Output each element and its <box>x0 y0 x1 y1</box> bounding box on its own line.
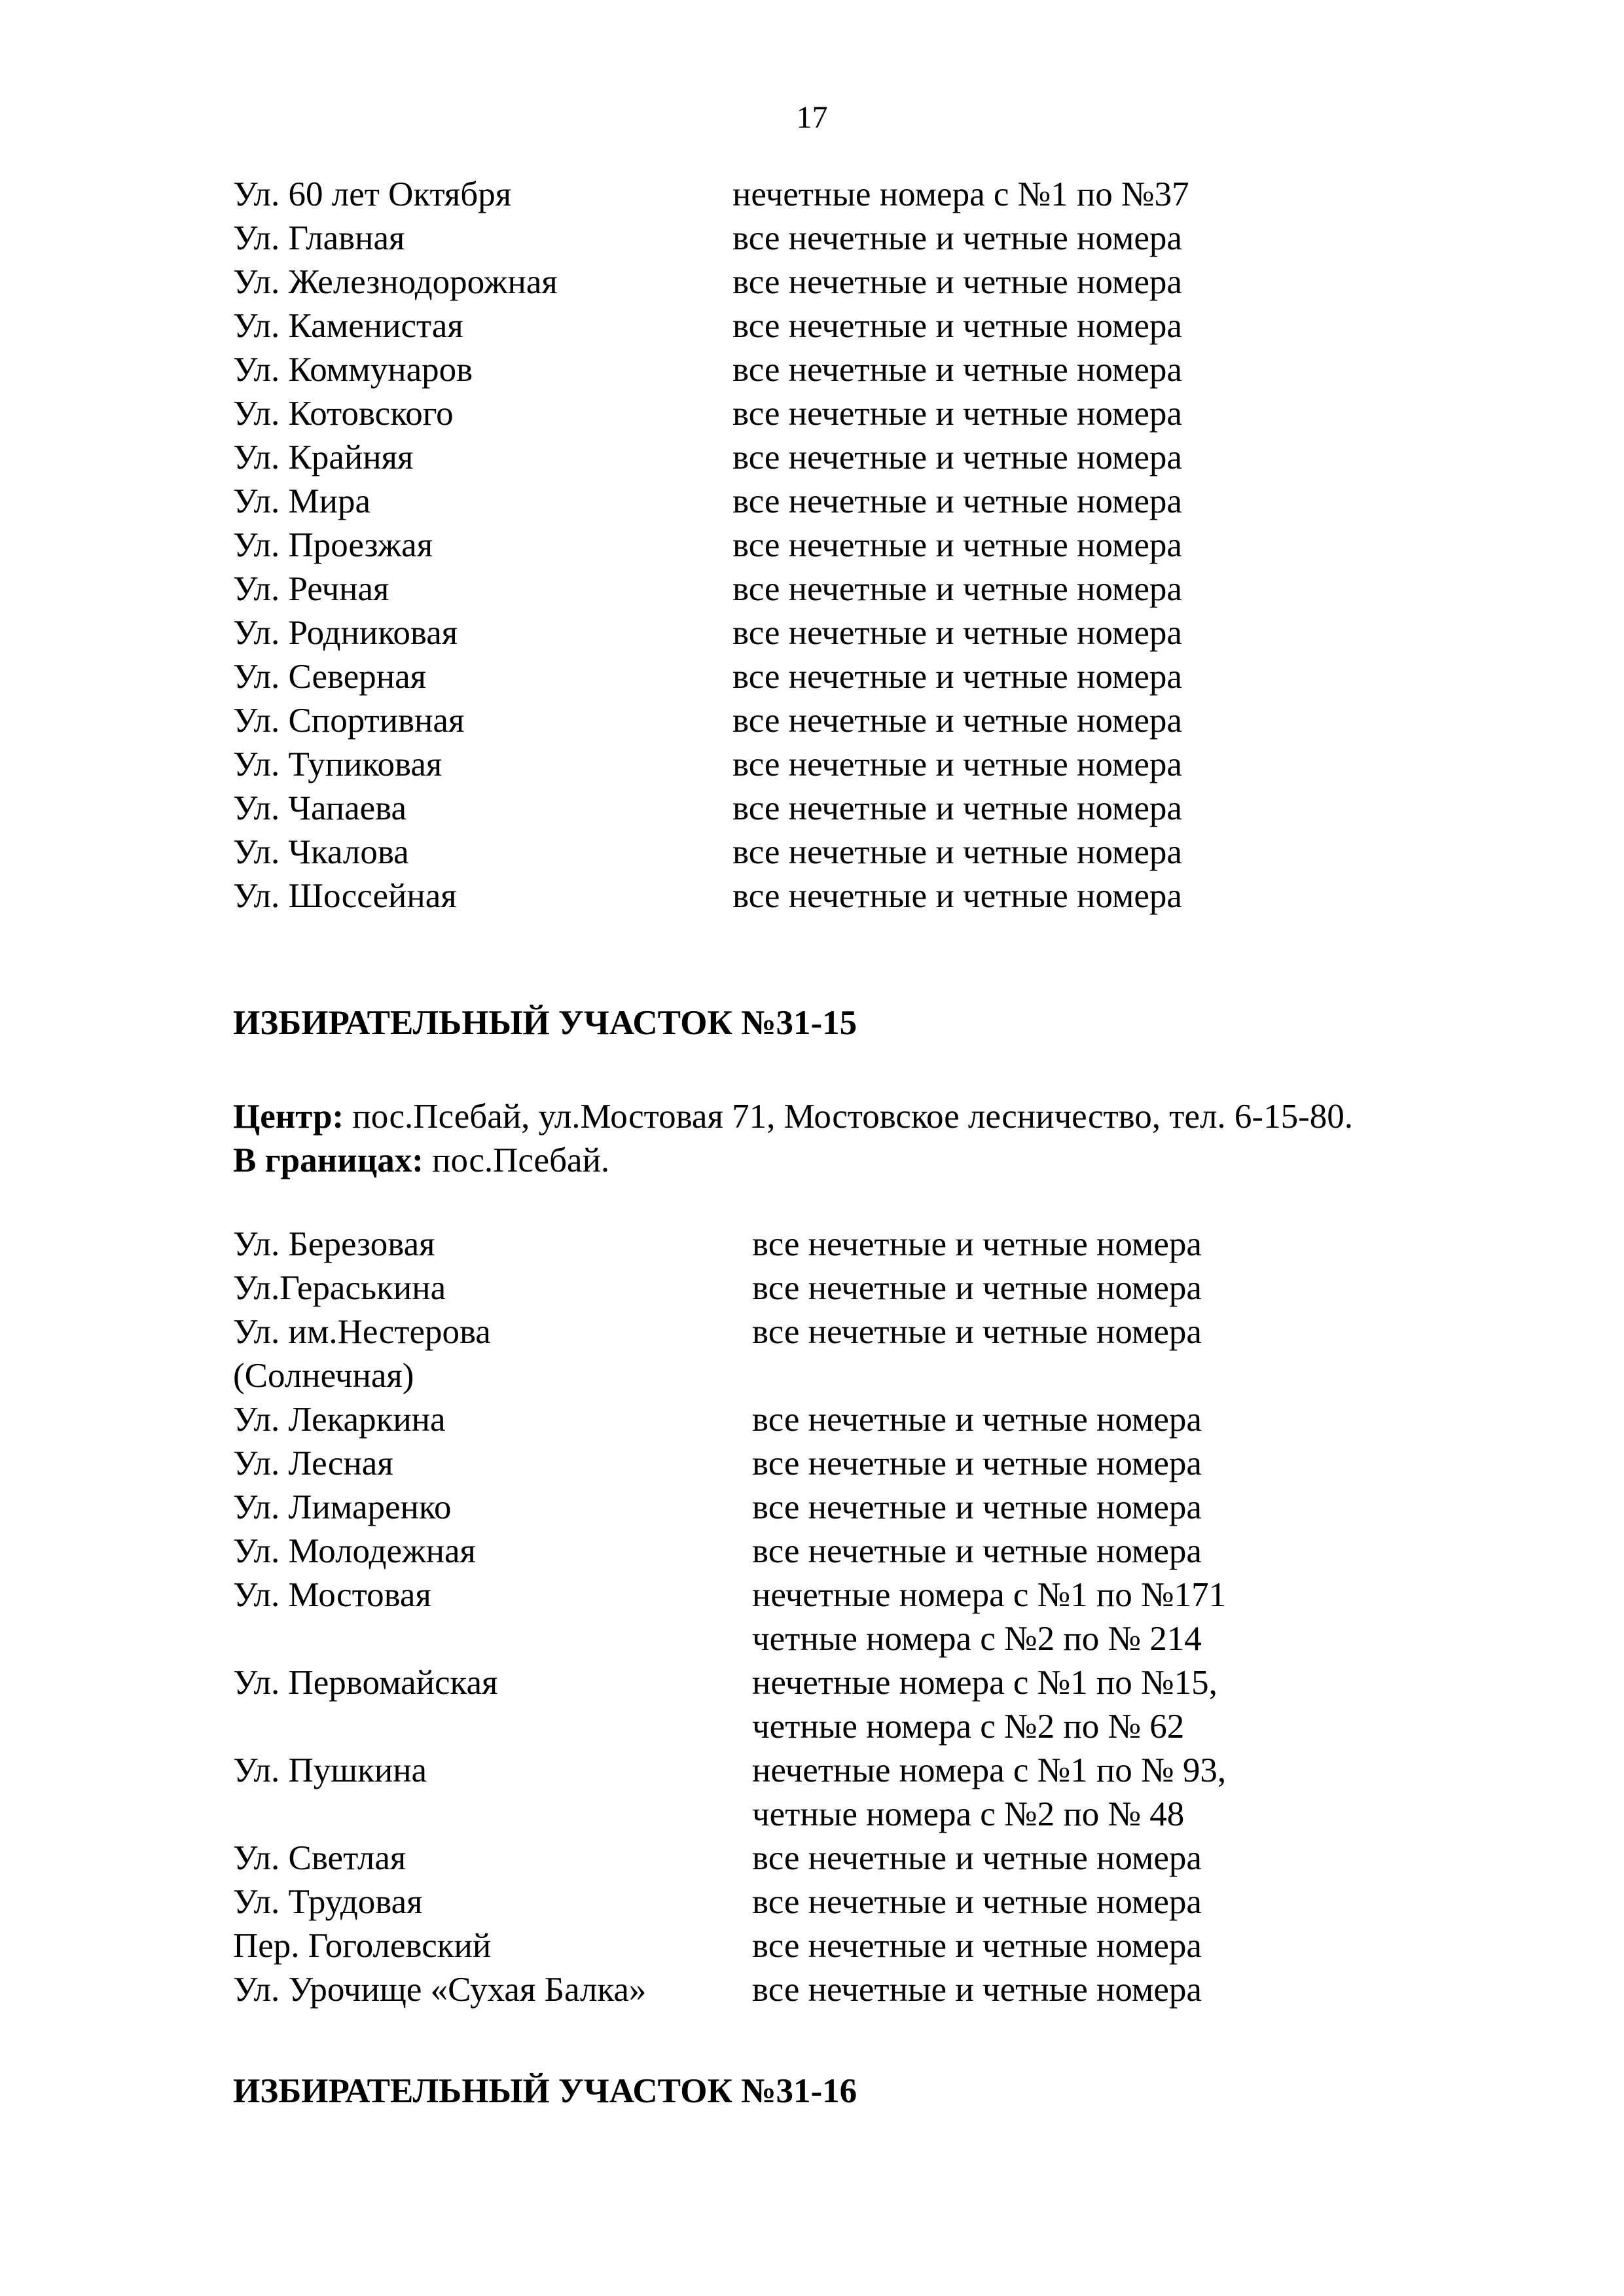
section-heading-31-16: ИЗБИРАТЕЛЬНЫЙ УЧАСТОК №31-16 <box>233 2072 857 2110</box>
section-heading-31-15: ИЗБИРАТЕЛЬНЫЙ УЧАСТОК №31-15 <box>233 1004 857 1042</box>
house-numbers: все нечетные и четные номера <box>752 1883 1202 1921</box>
street-name: Ул. Каменистая <box>233 307 463 345</box>
street-name: Ул. Котовского <box>233 395 454 433</box>
house-numbers: все нечетные и четные номера <box>752 1225 1202 1263</box>
house-numbers: все нечетные и четные номера <box>732 482 1182 520</box>
street-name: Ул. Железнодорожная <box>233 263 558 301</box>
house-numbers: все нечетные и четные номера <box>732 833 1182 871</box>
street-name: Ул. Проезжая <box>233 526 433 564</box>
house-numbers: все нечетные и четные номера <box>732 658 1182 696</box>
street-name: Ул. Родниковая <box>233 614 458 652</box>
house-numbers: все нечетные и четные номера <box>732 395 1182 433</box>
house-numbers: нечетные номера с №1 по №37 <box>732 175 1189 213</box>
bounds-line <box>233 1139 609 1183</box>
street-name: (Солнечная) <box>233 1357 414 1395</box>
street-name: Ул. Чкалова <box>233 833 409 871</box>
house-numbers: все нечетные и четные номера <box>752 1401 1202 1439</box>
street-name: Ул. Главная <box>233 219 405 257</box>
house-numbers: нечетные номера с №1 по №15, <box>752 1664 1218 1702</box>
street-name: Ул. Чапаева <box>233 789 407 827</box>
street-name: Ул. Березовая <box>233 1225 435 1263</box>
house-numbers: четные номера с №2 по № 214 <box>752 1620 1202 1658</box>
street-name: Ул. Мостовая <box>233 1576 431 1614</box>
street-name: Ул. им.Нестерова <box>233 1313 491 1351</box>
street-name: Ул. Северная <box>233 658 427 696</box>
street-name: Ул. Лесная <box>233 1444 393 1482</box>
house-numbers: все нечетные и четные номера <box>732 745 1182 783</box>
house-numbers: все нечетные и четные номера <box>752 1269 1202 1307</box>
house-numbers: все нечетные и четные номера <box>732 219 1182 257</box>
house-numbers: все нечетные и четные номера <box>732 702 1182 740</box>
center-text: пос.Псебай, ул.Мостовая 71, Мостовское лесничество, тел. 6-15-80. <box>344 1098 1353 1136</box>
house-numbers: четные номера с №2 по № 62 <box>752 1708 1185 1746</box>
polling-center-line <box>233 1095 1353 1139</box>
house-numbers: все нечетные и четные номера <box>752 1532 1202 1570</box>
street-name: Ул. Шоссейная <box>233 877 457 915</box>
center-label: Центр: <box>233 1098 344 1136</box>
house-numbers: четные номера с №2 по № 48 <box>752 1795 1185 1833</box>
house-numbers: нечетные номера с №1 по №171 <box>752 1576 1227 1614</box>
street-name: Ул. Лекаркина <box>233 1401 446 1439</box>
street-name: Ул.Гераськина <box>233 1269 446 1307</box>
street-name: Ул. Коммунаров <box>233 351 473 389</box>
street-name: Ул. Лимаренко <box>233 1488 452 1526</box>
house-numbers: все нечетные и четные номера <box>732 526 1182 564</box>
house-numbers: все нечетные и четные номера <box>732 351 1182 389</box>
street-name: Пер. Гоголевский <box>233 1927 492 1965</box>
house-numbers: все нечетные и четные номера <box>732 877 1182 915</box>
street-name: Ул. Пушкина <box>233 1751 427 1789</box>
bounds-text: пос.Псебай. <box>423 1141 610 1179</box>
house-numbers: все нечетные и четные номера <box>752 1839 1202 1877</box>
house-numbers: все нечетные и четные номера <box>732 263 1182 301</box>
street-name: Ул. Молодежная <box>233 1532 476 1570</box>
street-name: Ул. Крайняя <box>233 439 414 476</box>
house-numbers: все нечетные и четные номера <box>732 307 1182 345</box>
street-name: Ул. Трудовая <box>233 1883 423 1921</box>
house-numbers: нечетные номера с №1 по № 93, <box>752 1751 1227 1789</box>
house-numbers: все нечетные и четные номера <box>732 439 1182 476</box>
street-name: Ул. Урочище «Сухая Балка» <box>233 1971 647 2009</box>
house-numbers: все нечетные и четные номера <box>732 614 1182 652</box>
street-name: Ул. Спортивная <box>233 702 465 740</box>
house-numbers: все нечетные и четные номера <box>752 1313 1202 1351</box>
street-name: Ул. Первомайская <box>233 1664 498 1702</box>
bounds-label: В границах: <box>233 1141 424 1179</box>
street-name: Ул. Речная <box>233 570 389 608</box>
house-numbers: все нечетные и четные номера <box>752 1488 1202 1526</box>
street-name: Ул. Мира <box>233 482 371 520</box>
house-numbers: все нечетные и четные номера <box>752 1927 1202 1965</box>
street-name: Ул. Светлая <box>233 1839 406 1877</box>
house-numbers: все нечетные и четные номера <box>732 570 1182 608</box>
street-name: Ул. Тупиковая <box>233 745 442 783</box>
house-numbers: все нечетные и четные номера <box>752 1971 1202 2009</box>
house-numbers: все нечетные и четные номера <box>732 789 1182 827</box>
house-numbers: все нечетные и четные номера <box>752 1444 1202 1482</box>
street-name: Ул. 60 лет Октября <box>233 175 512 213</box>
page-number: 17 <box>796 100 828 135</box>
